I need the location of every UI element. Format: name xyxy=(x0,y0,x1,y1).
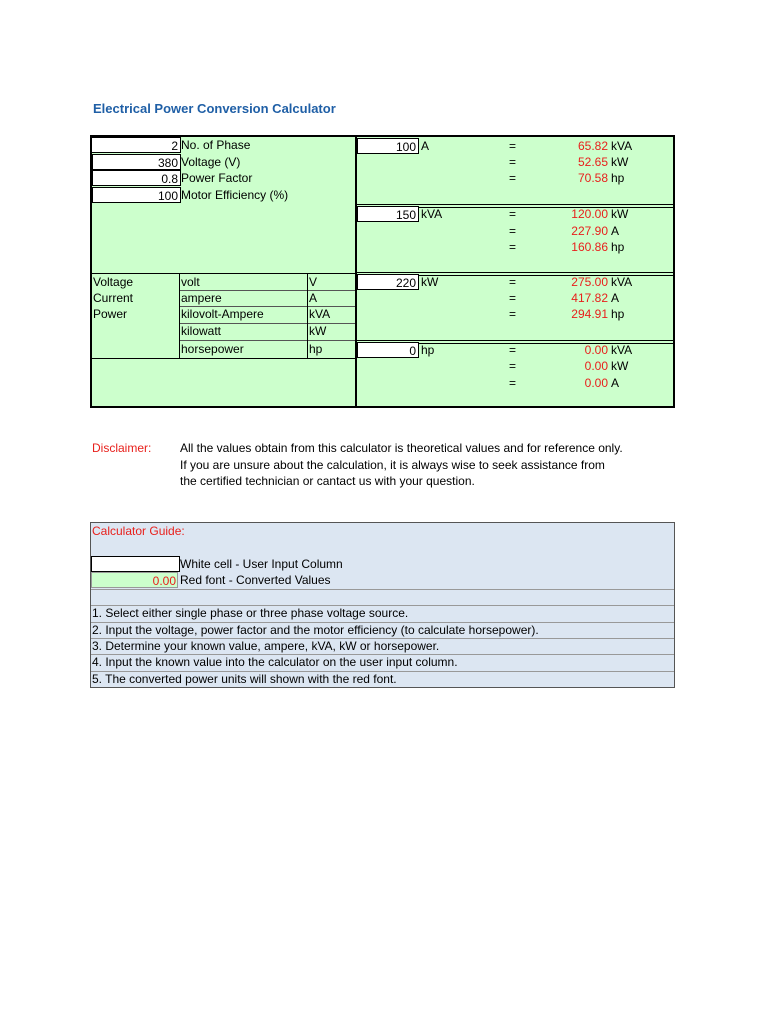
efficiency-value: 100 xyxy=(157,189,178,203)
guide-step-3: 3. Determine your known value, ampere, kVA, kW or horsepower. xyxy=(92,639,440,653)
amps-to-kw-unit: kW xyxy=(611,155,629,169)
equals-sign: = xyxy=(509,343,517,357)
guide-step-4: 4. Input the known value into the calculator on the user input column. xyxy=(92,655,458,669)
kw-to-hp-value: 294.91 xyxy=(571,307,608,321)
guide-step-5: 5. The converted power units will shown with the red font. xyxy=(92,672,397,686)
calculator-guide-panel xyxy=(90,522,675,688)
guide-step-2: 2. Input the voltage, power factor and the motor efficiency (to calculate horsepower). xyxy=(92,623,539,637)
kva-input[interactable] xyxy=(357,206,419,222)
equals-sign: = xyxy=(509,139,517,153)
units-unit-hp: horsepower xyxy=(181,342,244,356)
equals-sign: = xyxy=(509,275,517,289)
power-factor-input[interactable] xyxy=(92,170,181,186)
kw-to-kva-value: 275.00 xyxy=(571,275,608,289)
hp-to-kva-value: 0.00 xyxy=(584,343,608,357)
amps-to-kva-unit: kVA xyxy=(611,139,633,153)
calculator-panel xyxy=(90,135,675,408)
kva-to-kw-value: 120.00 xyxy=(571,207,608,221)
equals-sign: = xyxy=(509,359,517,373)
units-table-bottom-border xyxy=(92,358,355,359)
hp-to-kw-unit: kW xyxy=(611,359,629,373)
units-unit-volt: volt xyxy=(181,275,200,289)
equals-sign: = xyxy=(509,376,517,390)
units-symbol-kva: kVA xyxy=(309,307,331,321)
legend-red-text: Red font - Converted Values xyxy=(180,573,331,587)
voltage-input[interactable] xyxy=(92,154,181,170)
kw-to-hp-unit: hp xyxy=(611,307,625,321)
kva-to-kw-unit: kW xyxy=(611,207,629,221)
equals-sign: = xyxy=(509,171,517,185)
power-factor-label: Power Factor xyxy=(181,171,253,185)
legend-red-sample: 0.00 xyxy=(91,572,178,588)
amps-to-hp-value: 70.58 xyxy=(577,171,608,185)
disclaimer-line-1: All the values obtain from this calculator is theoretical values and for reference only. xyxy=(180,441,623,455)
disclaimer-line-2: If you are unsure about the calculation, it is always wise to seek assistance from xyxy=(180,458,605,472)
units-quantity-current: Current xyxy=(93,291,134,305)
units-symbol-a: A xyxy=(309,291,318,305)
hp-input-value: 0 xyxy=(409,344,416,358)
kw-to-amps-value: 417.82 xyxy=(571,291,608,305)
amps-input-unit: A xyxy=(421,139,430,153)
page-title: Electrical Power Conversion Calculator xyxy=(93,101,336,116)
units-unit-kw: kilowatt xyxy=(181,324,222,338)
legend-white-cell-sample xyxy=(91,556,180,572)
equals-sign: = xyxy=(509,155,517,169)
efficiency-label: Motor Efficiency (%) xyxy=(181,188,289,202)
amps-to-kva-value: 65.82 xyxy=(577,139,608,153)
kva-to-hp-unit: hp xyxy=(611,240,625,254)
hp-to-kva-unit: kVA xyxy=(611,343,633,357)
units-symbol-v: V xyxy=(309,275,318,289)
kw-input[interactable] xyxy=(357,274,419,290)
units-symbol-hp: hp xyxy=(309,342,323,356)
hp-to-amps-value: 0.00 xyxy=(584,376,608,390)
voltage-value: 380 xyxy=(157,156,178,170)
kw-to-amps-unit: A xyxy=(611,291,620,305)
equals-sign: = xyxy=(509,224,517,238)
kva-to-amps-value: 227.90 xyxy=(571,224,608,238)
kva-input-value: 150 xyxy=(395,208,416,222)
equals-sign: = xyxy=(509,307,517,321)
units-unit-kva: kilovolt-Ampere xyxy=(181,307,264,321)
units-symbol-kw: kW xyxy=(309,324,327,338)
kw-to-kva-unit: kVA xyxy=(611,275,633,289)
legend-white-text: White cell - User Input Column xyxy=(180,557,343,571)
voltage-label: Voltage (V) xyxy=(181,155,241,169)
equals-sign: = xyxy=(509,291,517,305)
kva-to-hp-value: 160.86 xyxy=(571,240,608,254)
hp-to-kw-value: 0.00 xyxy=(584,359,608,373)
kva-input-unit: kVA xyxy=(421,207,443,221)
equals-sign: = xyxy=(509,207,517,221)
phase-value: 2 xyxy=(171,139,178,153)
amps-input-value: 100 xyxy=(395,140,416,154)
units-quantity-voltage: Voltage xyxy=(93,275,134,289)
amps-input[interactable] xyxy=(357,138,419,154)
amps-to-kw-value: 52.65 xyxy=(577,155,608,169)
kw-input-unit: kW xyxy=(421,275,439,289)
phase-label: No. of Phase xyxy=(181,138,251,152)
disclaimer-line-3: the certified technician or cantact us with your question. xyxy=(180,474,475,488)
amps-to-hp-unit: hp xyxy=(611,171,625,185)
phase-input-cell[interactable] xyxy=(92,137,181,153)
power-factor-value: 0.8 xyxy=(161,172,178,186)
kva-to-amps-unit: A xyxy=(611,224,620,238)
hp-to-amps-unit: A xyxy=(611,376,620,390)
equals-sign: = xyxy=(509,240,517,254)
units-unit-ampere: ampere xyxy=(181,291,222,305)
kw-input-value: 220 xyxy=(395,276,416,290)
hp-input-unit: hp xyxy=(421,343,435,357)
guide-title: Calculator Guide: xyxy=(92,524,185,538)
guide-step-1: 1. Select either single phase or three phase voltage source. xyxy=(92,606,409,620)
efficiency-input[interactable] xyxy=(92,187,181,203)
disclaimer-label: Disclaimer: xyxy=(92,441,152,455)
units-quantity-power: Power xyxy=(93,307,128,321)
hp-input[interactable] xyxy=(357,342,419,358)
